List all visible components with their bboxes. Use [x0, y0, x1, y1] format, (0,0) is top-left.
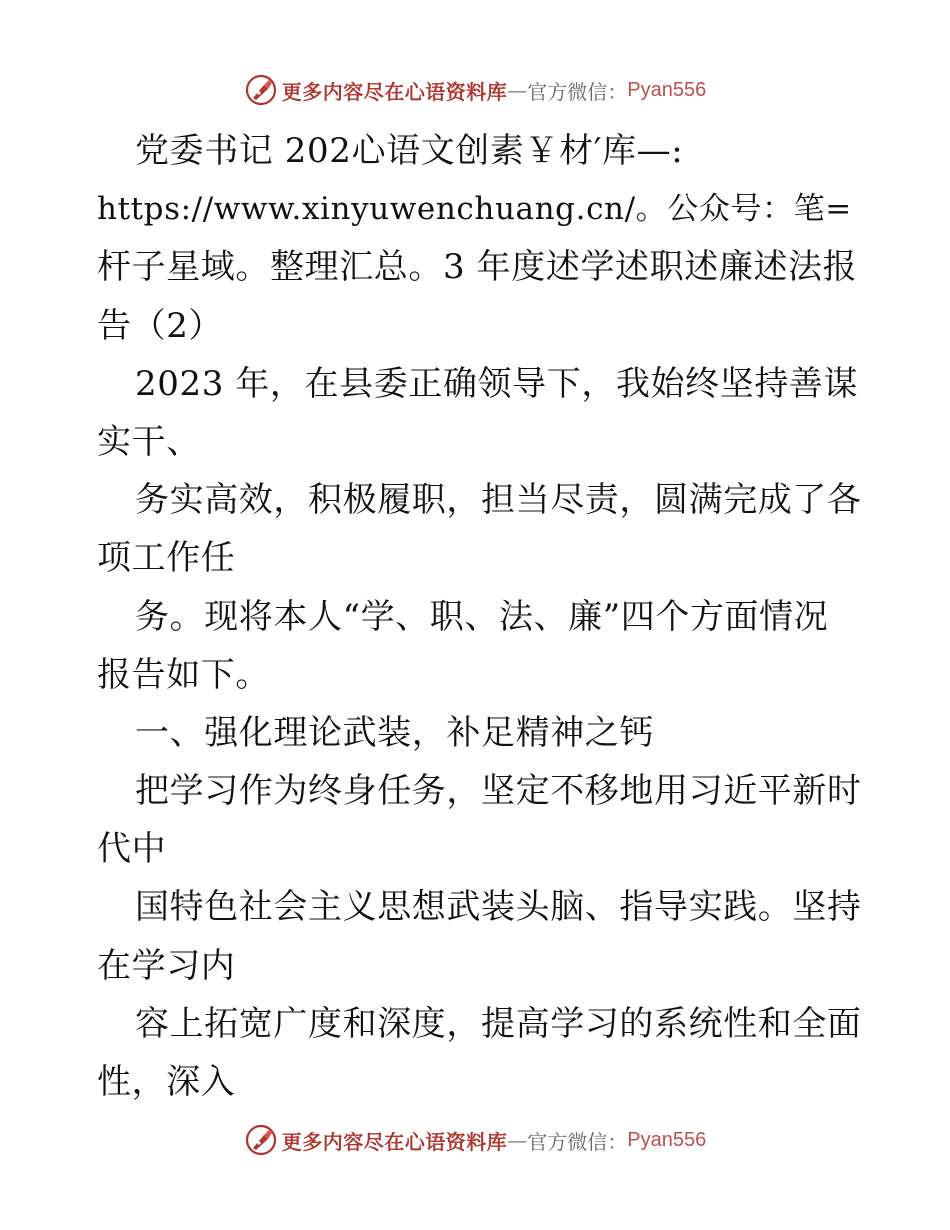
text-line: 国特色社会主义思想武装头脑、指导实践。坚持	[135, 887, 862, 928]
text-line: 性，深入	[97, 1062, 236, 1102]
text-line: 把学习作为终身任务，坚定不移地用习近平新时	[135, 771, 862, 812]
text-line: 项工作任	[97, 538, 236, 579]
text-line: 报告如下。	[97, 654, 270, 695]
watermark-official-label: 官方微信：	[527, 79, 628, 104]
text-line: https://www.xinyuwenchuang.cn/。公众号：笔=	[97, 191, 852, 228]
section-heading: 一、强化理论武装，补足精神之钙	[135, 712, 654, 753]
watermark-official-label: 官方微信：	[527, 1129, 628, 1154]
watermark-site-text: 更多内容尽在心语资料库	[281, 79, 508, 104]
watermark-dash: —	[507, 78, 528, 102]
text-line: 2023 年，在县委正确领导下，我始终坚持善谋	[135, 363, 859, 404]
text-line: 在学习内	[97, 945, 236, 986]
footer-watermark	[0, 1120, 950, 1160]
document-body	[97, 122, 867, 1111]
text-line: 实干、	[97, 421, 201, 462]
watermark-site-text: 更多内容尽在心语资料库	[281, 1129, 508, 1154]
watermark-handle: Pyan556	[627, 78, 707, 101]
pen-nib-logo-icon	[244, 73, 278, 107]
text-line: 党委书记 202心语文创素￥材′库—:	[135, 131, 684, 171]
pen-nib-logo-icon	[244, 1123, 278, 1157]
text-line: 代中	[97, 829, 167, 870]
text-line: 务。现将本人“学、职、法、廉”四个方面情况	[135, 596, 829, 637]
text-line: 容上拓宽广度和深度，提高学习的系统性和全面	[135, 1003, 862, 1044]
header-watermark	[0, 70, 950, 110]
text-line: 务实高效，积极履职，担当尽责，圆满完成了各	[135, 480, 862, 521]
text-line: 告（2）	[97, 305, 224, 346]
watermark-dash: —	[507, 1128, 528, 1152]
text-line: 杆子星域。整理汇总。3 年度述学述职述廉述法报	[97, 247, 858, 288]
watermark-handle: Pyan556	[627, 1128, 707, 1151]
